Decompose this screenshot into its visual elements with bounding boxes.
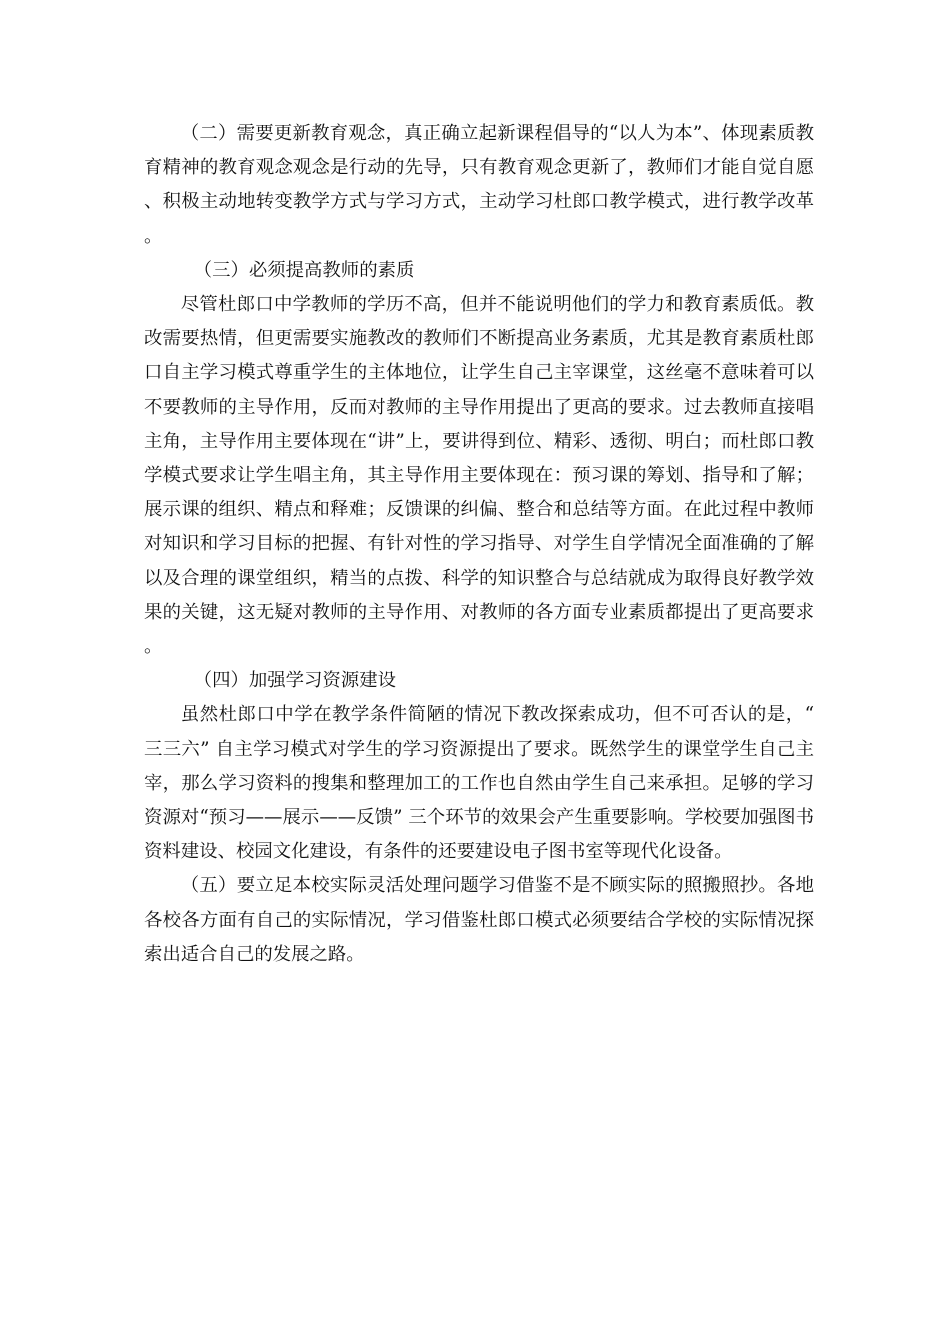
paragraph-teacher-quality: 尽管杜郎口中学教师的学历不高，但并不能说明他们的学力和教育素质低。教改需要热情，但更需要实施教改的教师们不断提高业务素质，尤其是教育素质杜郎口自主学习模式尊重学生的主体地位，让学生自己主宰课堂，这丝毫不意味着可以不要教师的主导作用，反而对教师的主导作用提出了更高的要求。过去教师直接唱主角，主导作用主要体现在“讲”上，要讲得到位、精彩、透彻、明白；而杜郎口教学模式要求让学生唱主角，其主导作用主要体现在：预习课的筹划、指导和了解；展示课的组织、精点和释难；反馈课的纠偏、整合和总结等方面。在此过程中教师对知识和学习目标的把握、有针对性的学习指导、对学生自学情况全面准确的了解以及合理的课堂组织，精当的点拨、科学的知识整合与总结就成为取得良好教学效果的关键，这无疑对教师的主导作用、对教师的各方面专业素质都提出了更高要求。 [144,294,814,658]
heading-learning-resources: （四）加强学习资源建设 [193,670,396,692]
document-body [144,117,814,972]
heading-teacher-quality: （三）必须提高教师的素质 [193,259,415,281]
paragraph-update-education-concept: （二）需要更新教育观念，真正确立起新课程倡导的“以人为本”、体现素质教育精神的教育观念观念是行动的先导，只有教育观念更新了，教师们才能自觉自愿、积极主动地转变教学方式与学习方式，主动学习杜郎口教学模式，进行教学改革。 [144,123,814,247]
paragraph-local-reality: （五）要立足本校实际灵活处理问题学习借鉴不是不顾实际的照搬照抄。各地各校各方面有自己的实际情况，学习借鉴杜郎口模式必须要结合学校的实际情况探索出适合自己的发展之路。 [144,875,814,965]
paragraph-learning-resources: 虽然杜郎口中学在教学条件简陋的情况下教改探索成功，但不可否认的是，“三三六” 自主学习模式对学生的学习资源提出了要求。既然学生的课堂学生自己主宰，那么学习资料的搜集和整理加工的工作也自然由学生自己来承担。足够的学习资源对“预习——展示——反馈” 三个环节的效果会产生重要影响。学校要加强图书资料建设、校园文化建设，有条件的还要建设电子图书室等现代化设备。 [144,704,814,863]
